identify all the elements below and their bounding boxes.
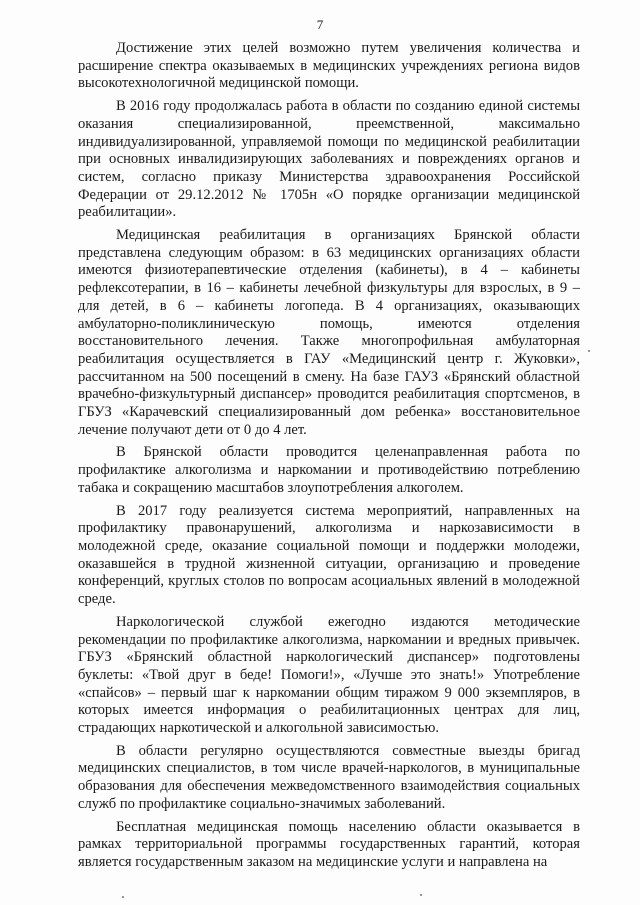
- paragraph-field-visits: В области регулярно осуществляются совместные выезды бригад медицинских специалистов, в том числе врачей-наркологов, в муниципальные образования для обеспечения межведомственного взаимодействия социальных служб по профилактике социально-значимых заболеваний.: [78, 742, 580, 812]
- paragraph-youth-measures: В 2017 году реализуется система мероприятий, направленных на профилактику правонарушений, алкоголизма и наркозависимости в молодежной среде, оказание социальной помощи и поддержки молодежи, оказавшейся в трудной жизненной ситуации, организацию и проведение конференций, круглых столов по вопросам асоциальных явлений в молодежной среде.: [78, 502, 580, 608]
- paragraph-free-medical-care: Бесплатная медицинская помощь населению области оказывается в рамках территориальной программы государственных гарантий, которая является государственным заказом на медицинские услуги и направлена на: [78, 818, 580, 870]
- scan-speck: [122, 896, 124, 898]
- paragraph-addiction-prevention: В Брянской области проводится целенаправленная работа по профилактике алкоголизма и наркомании и противодействию потреблению табака и сокращению масштабов злоупотребления алкоголем.: [78, 444, 580, 496]
- paragraph-rehabilitation-system: В 2016 году продолжалась работа в области по созданию единой системы оказания специализированной, преемственной, максимально индивидуализированной, управляемой помощи по медицинской реабилитации при основных инвалидизирующих заболеваниях и повреждениях органов и систем, согласно приказу Министерства здравоохранения Российской Федерации от 29.12.2012 № 1705н «О порядке организации медицинской реабилитации».: [78, 98, 580, 221]
- paragraph-high-tech-care: Достижение этих целей возможно путем увеличения количества и расширение спектра оказываемых в медицинских учреждениях региона видов высокотехнологичной медицинской помощи.: [78, 40, 580, 92]
- document-body: [78, 40, 580, 877]
- paragraph-narcology-service: Наркологической службой ежегодно издаются методические рекомендации по профилактике алкоголизма, наркомании и вредных привычек. ГБУЗ «Брянский областной наркологический диспансер» подготовлены буклеты: «Твой друг в беде! Помоги!», «Лучше это знать!» Употребление «спайсов» – первый шаг к наркомании общим тиражом 9 000 экземпляров, в которых имеется информация о реабилитационных центрах для лиц, страдающих наркотической и алкогольной зависимостью.: [78, 613, 580, 737]
- scan-speck: [588, 350, 590, 352]
- paragraph-rehabilitation-organizations: Медицинская реабилитация в организациях Брянской области представлена следующим образом: в 63 медицинских организациях области имеются физиотерапевтические отделения (кабинеты), в 4 – кабинеты рефлексотерапии, в 16 – кабинеты лечебной физкультуры для взрослых, в 9 – для детей, в 6 – кабинеты логопеда. В 4 организациях, оказывающих амбулаторно-поликлиническую помощь, имеются отделения восстановительного лечения. Также многопрофильная амбулаторная реабилитация осуществляется в ГАУ «Медицинский центр г. Жуковки», рассчитанном на 500 посещений в смену. На базе ГАУЗ «Брянский областной врачебно-физкультурный диспансер» проводится реабилитация спортсменов, в ГБУЗ «Карачевский специализированный дом ребенка» восстановительное лечение получают дети от 0 до 4 лет.: [78, 227, 580, 438]
- page-number: 7: [316, 17, 324, 32]
- scan-speck: [420, 894, 422, 896]
